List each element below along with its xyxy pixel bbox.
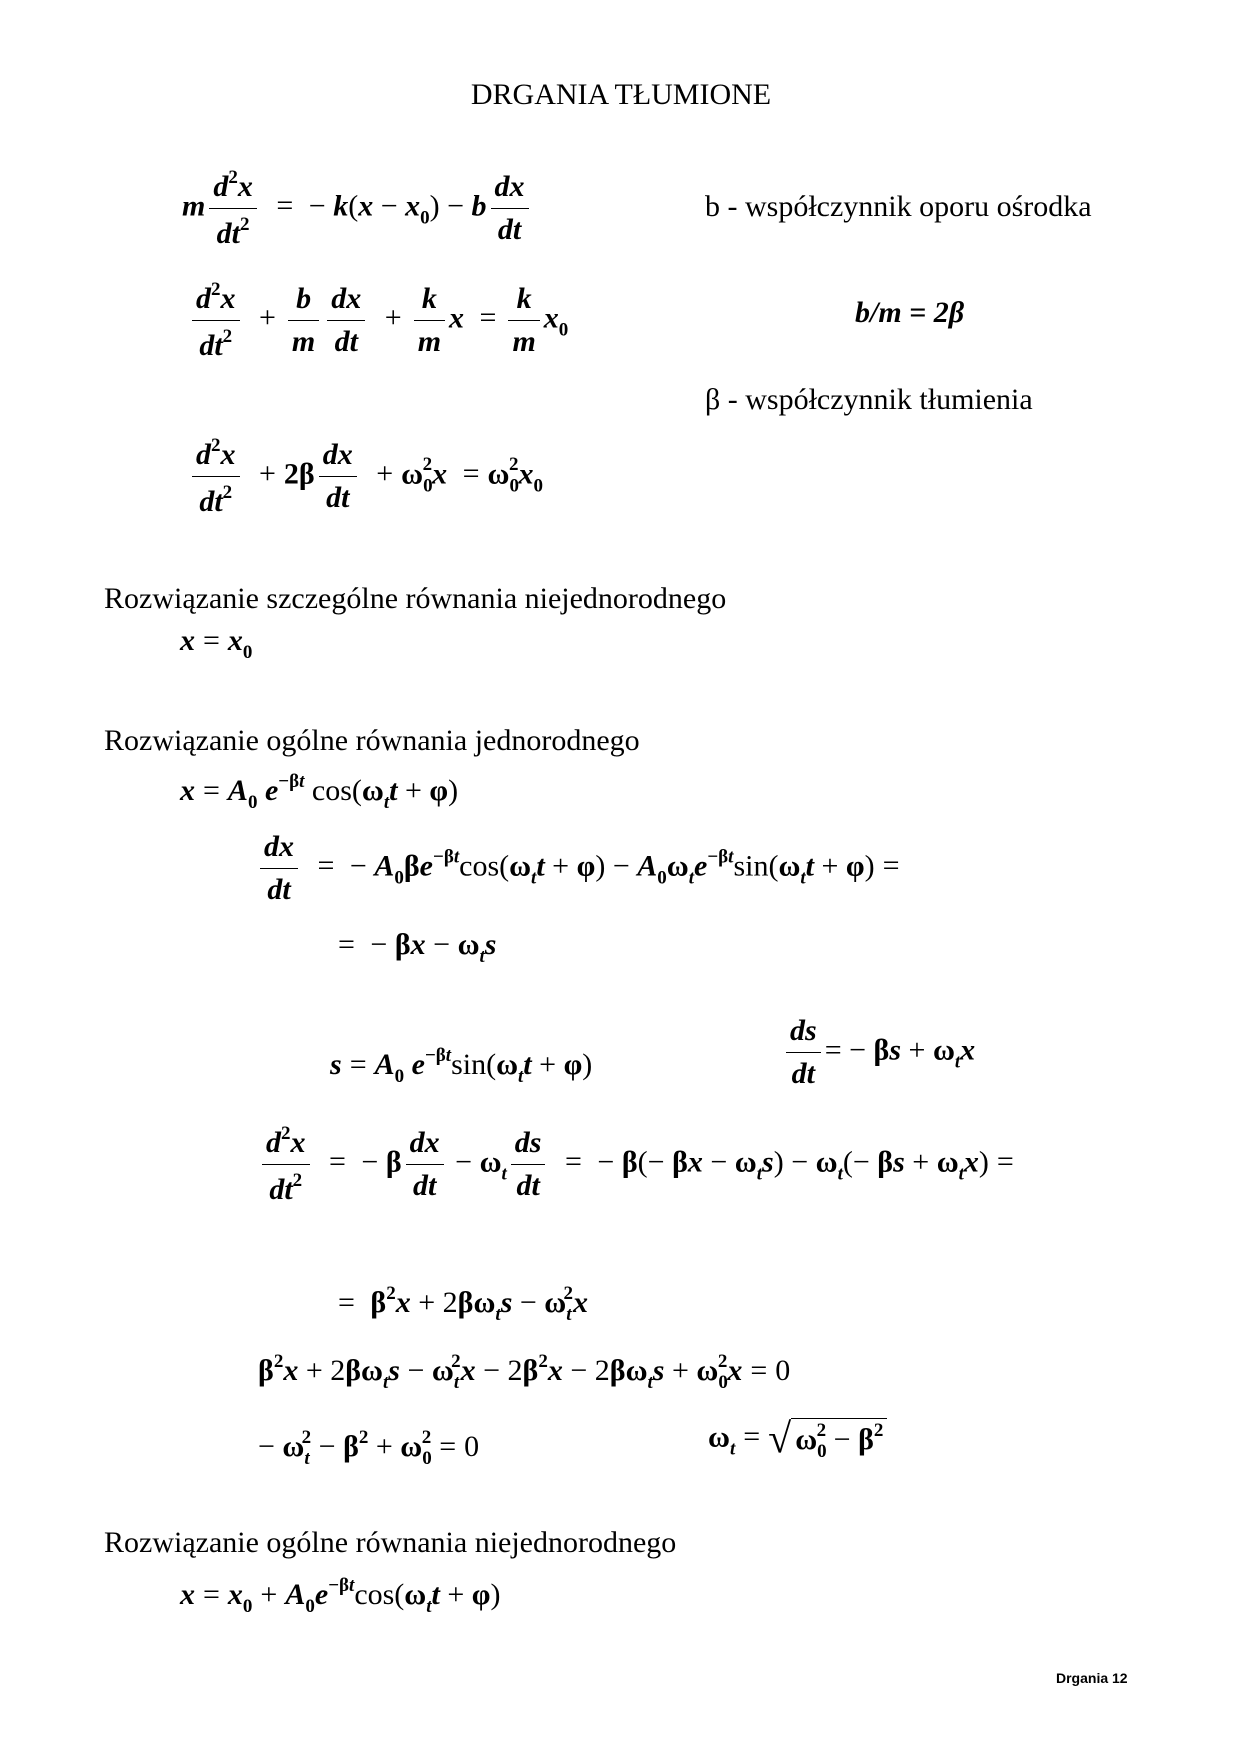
equation-damped: $\frac{d^2x}{dt^2}$ + 2β $\frac{dx}{dt}$ + $\omega_0^2x = \omega_0^2x_0$ [188, 436, 543, 517]
equation-derivative-result: = − $\beta x - \omega_ts$ [338, 928, 497, 967]
annotation-b-over-m: b/m = 2β [855, 296, 965, 329]
page-footer: Drgania 12 [1056, 1670, 1128, 1686]
equation-homogeneous: $x = A_0$ $e^{-\beta t}$ $\cos(\omega_tt + \varphi)$ [180, 771, 459, 813]
equation-derivative: $\frac{dx}{dt}$ = − $A_0\beta e^{-\beta t}\cos(\omega_tt + \varphi) - A_0\omega_te^{-\beta t}\sin(\omega_tt + \varphi)$ = [256, 832, 908, 905]
equation-second-derivative: $\frac{d^2x}{dt^2}$ = − β $\frac{dx}{dt}$ − $\omega_t$ $\frac{ds}{dt}$ = − $\beta(- \beta x - \omega_ts) - \omega_t(- \beta s + \omega_tx)$ = [258, 1124, 1022, 1205]
equation-damped-frequency: $\omega_t$ = √ $\omega_0^2 - \beta^2$ [708, 1418, 887, 1461]
equation-ds-dt: $\frac{ds}{dt}$ = − $\beta s + \omega_tx$ [782, 1016, 975, 1089]
equation-particular: $x = x_0$ [180, 624, 253, 663]
equation-substitution: $\beta^2x + 2\beta\omega_ts - \omega_t^2x - 2\beta^2x - 2\beta\omega_ts + \omega_0^2x = 0$ [258, 1351, 791, 1393]
section-particular-solution: Rozwiązanie szczególne równania niejednorodnego [104, 582, 727, 615]
equation-frequency-condition: − $\omega_t^2 - \beta^2 + \omega_0^2 = 0$ [258, 1427, 480, 1469]
section-general-solution: Rozwiązanie ogólne równania niejednorodnego [104, 1526, 677, 1559]
section-homogeneous-solution: Rozwiązanie ogólne równania jednorodnego [104, 724, 640, 757]
page-title: DRGANIA TŁUMIONE [470, 78, 772, 111]
equation-second-derivative-result: = $\beta^2x + 2\beta\omega_ts - \omega_t^2x$ [338, 1283, 589, 1325]
equation-general: $x = x_0 + A_0e^{-\beta t}\cos(\omega_tt + \varphi)$ [180, 1575, 501, 1617]
annotation-beta-definition: β - współczynnik tłumienia [705, 383, 1033, 416]
annotation-b-definition: b - współczynnik oporu ośrodka [705, 190, 1092, 223]
equation-s-definition: $s = A_0$ $e^{-\beta t}\sin(\omega_tt + \varphi)$ [330, 1045, 593, 1087]
equation-normalized: $\frac{d^2x}{dt^2}$ + $\frac{b}{m}$ $\frac{dx}{dt}$ + $\frac{k}{m}$ x = $\frac{k}{m}$ $x_0$ [188, 280, 568, 361]
equation-motion: m $\frac{d^2x}{dt^2}$ = − $k(x - x_0) - b$ $\frac{dx}{dt}$ [182, 168, 533, 249]
